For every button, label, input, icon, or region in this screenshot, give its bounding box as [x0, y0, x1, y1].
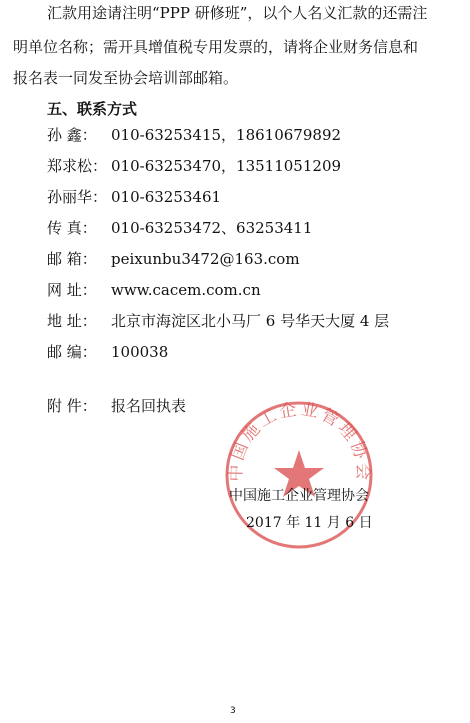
contact-label: 孙丽华：: [47, 188, 108, 206]
contact-label: 郑求松：: [47, 157, 108, 175]
paragraph-line-2: 明单位名称；需开具增值税专用发票的，请将企业财务信息和: [13, 38, 419, 56]
contact-value: 010-63253472、63253411: [111, 219, 313, 237]
contact-value: www.cacem.com.cn: [111, 281, 261, 299]
page-number: 3: [230, 706, 236, 716]
contact-row-website: [47, 280, 261, 300]
contact-value: 北京市海淀区北小马厂 6 号华天大厦 4 层: [111, 312, 390, 330]
contact-row-sun-lihua: [47, 187, 221, 207]
contact-row-postcode: [47, 342, 168, 362]
contact-row-fax: [47, 218, 312, 238]
section-heading: 五、联系方式: [47, 100, 138, 118]
contact-label: 邮 箱：: [47, 250, 97, 268]
contact-row-address: [47, 311, 389, 331]
contact-label: 地 址：: [47, 312, 97, 330]
paragraph-line-1: 汇款用途请注明“PPP 研修班”，以个人名义汇款的还需注: [47, 4, 428, 22]
contact-value: 010-63253461: [111, 188, 222, 206]
signature-organization: 中国施工企业管理协会: [229, 488, 369, 504]
contact-row-sun-xin: [47, 125, 341, 145]
contact-row-zheng: [47, 156, 341, 176]
svg-text:中国施工企业管理协会: 中国施工企业管理协会: [226, 399, 373, 484]
contact-row-email: [47, 249, 300, 269]
attachment-label: 附 件：: [47, 397, 97, 415]
signature-date: 2017 年 11 月 6 日: [246, 515, 373, 531]
contact-value: 010-63253470，13511051209: [111, 157, 342, 175]
contact-label: 传 真：: [47, 219, 97, 237]
contact-label: 邮 编：: [47, 343, 97, 361]
contact-value: 010-63253415，18610679892: [111, 126, 342, 144]
paragraph-line-3: 报名表一同发至协会培训部邮箱。: [13, 69, 239, 87]
contact-value: peixunbu3472@163.com: [111, 250, 300, 268]
contact-label: 网 址：: [47, 281, 97, 299]
contact-label: 孙 鑫：: [47, 126, 97, 144]
contact-value: 100038: [111, 343, 169, 361]
attachment-value: 报名回执表: [111, 397, 187, 415]
attachment-row: [47, 396, 186, 416]
